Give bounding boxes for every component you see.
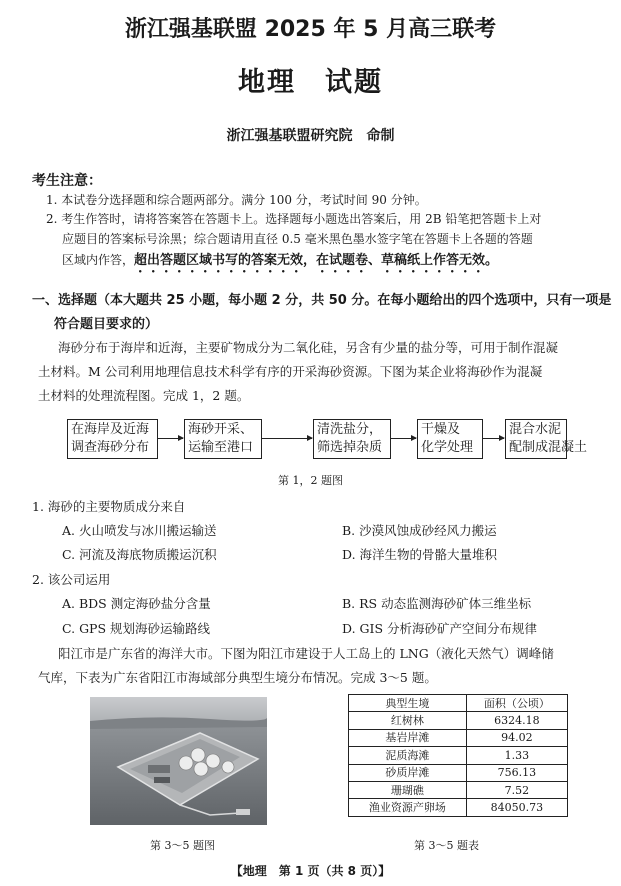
table-row (349, 729, 568, 746)
passage-2-line-2: 气库，下表为广东省阳江市海域部分典型生境分布情况。完成 3～5 题。 (38, 670, 437, 685)
notice-item-2-line-2: 应题目的答案标号涂黑；综合题请用直径 0.5 毫米黑色墨水签字笔在答题卡上各题的答题 (62, 232, 533, 246)
question-2-stem: 2. 该公司运用 (32, 572, 111, 587)
table-row (349, 747, 568, 764)
habitat-name: 基岩岸滩 (349, 729, 467, 746)
habitat-area: 7.52 (466, 781, 567, 798)
flow-arrow-3 (391, 438, 416, 439)
habitat-area: 84050.73 (466, 799, 567, 816)
habitat-table (348, 694, 568, 817)
table-header-area: 面积（公顷） (466, 695, 567, 712)
question-1-option-a: A. 火山喷发与冰川搬运输送 (62, 523, 217, 538)
question-1-stem: 1. 海砂的主要物质成分来自 (32, 499, 186, 514)
notice-item-2-line-3 (62, 249, 498, 276)
question-2-option-d: D. GIS 分析海砂矿产空间分布规律 (342, 621, 537, 636)
notice-emphasis-text: 超出答题区域书写的答案无效，在试题卷、草稿纸上作答无效。 (134, 253, 499, 268)
figure-caption: 第 3～5 题图 (150, 839, 215, 852)
question-1-option-b: B. 沙漠风蚀成砂经风力搬运 (342, 523, 497, 538)
flow-step-4-line-1: 干燥及 (421, 422, 461, 437)
table-caption: 第 3～5 题表 (414, 839, 479, 852)
question-2-option-b: B. RS 动态监测海砂矿体三维坐标 (342, 596, 532, 611)
notice-item-1: 1. 本试卷分选择题和综合题两部分。满分 100 分，考试时间 90 分钟。 (46, 193, 427, 207)
question-1-option-d: D. 海洋生物的骨骼大量堆积 (342, 547, 498, 562)
lng-island-illustration (90, 697, 267, 825)
habitat-name: 红树林 (349, 712, 467, 729)
notice-heading: 考生注意： (32, 173, 102, 189)
flow-step-2-line-1: 海砂开采、 (188, 422, 254, 437)
flow-step-1-line-1: 在海岸及近海 (71, 422, 150, 437)
habitat-name: 泥质海滩 (349, 747, 467, 764)
passage-1-line-2: 土材料。M 公司利用地理信息技术科学有序的开采海砂资源。下图为某企业将海砂作为混凝 (38, 364, 543, 379)
exam-title: 浙江强基联盟 2025 年 5 月高三联考 (124, 17, 497, 42)
page-footer: 【地理 第 1 页（共 8 页）】 (230, 864, 391, 878)
habitat-area: 94.02 (466, 729, 567, 746)
flow-step-4-line-2: 化学处理 (421, 440, 474, 455)
passage-2-line-1: 阳江市是广东省的海洋大市。下图为阳江市建设于人工岛上的 LNG（液化天然气）调峰储 (58, 646, 554, 661)
habitat-name: 渔业资源产卵场 (349, 799, 467, 816)
flow-step-1-line-2: 调查海砂分布 (71, 440, 150, 455)
flow-step-2-line-2: 运输至港口 (188, 440, 254, 455)
flowchart-caption: 第 1，2 题图 (278, 474, 343, 487)
flow-step-3 (313, 419, 391, 459)
habitat-area: 1.33 (466, 747, 567, 764)
flow-arrow-1 (158, 438, 183, 439)
section-1-heading-line-1: 一、选择题（本大题共 25 小题，每小题 2 分，共 50 分。在每小题给出的四个选项中，只有一项是 (32, 293, 612, 308)
lng-island-photo (90, 697, 267, 825)
table-row (349, 799, 568, 816)
table-header-row (349, 695, 568, 712)
flow-step-3-line-1: 清洗盐分， (317, 422, 383, 437)
habitat-name: 珊瑚礁 (349, 781, 467, 798)
question-2-option-a: A. BDS 测定海砂盐分含量 (62, 596, 211, 611)
notice-plain-text: 区域内作答， (62, 253, 135, 267)
flow-arrow-4 (483, 438, 504, 439)
notice-item-2-line-1: 2. 考生作答时，请将答案答在答题卡上。选择题每小题选出答案后，用 2B 铅笔把答题卡上对 (46, 212, 542, 226)
flow-step-2 (184, 419, 262, 459)
flow-step-4 (417, 419, 483, 459)
table-row (349, 764, 568, 781)
habitat-area: 6324.18 (466, 712, 567, 729)
passage-1-line-1: 海砂分布于海岸和近海，主要矿物成分为二氧化硅，另含有少量的盐分等，可用于制作混凝 (58, 340, 559, 355)
author-line: 浙江强基联盟研究院 命制 (226, 128, 395, 144)
habitat-name: 砂质岸滩 (349, 764, 467, 781)
section-1-heading-line-2: 符合题目要求的） (54, 317, 159, 332)
flow-step-1 (67, 419, 158, 459)
table-row (349, 712, 568, 729)
flow-step-5-line-1: 混合水泥 (509, 422, 562, 437)
flow-step-3-line-2: 筛选掉杂质 (317, 440, 383, 455)
habitat-area: 756.13 (466, 764, 567, 781)
flow-step-5 (505, 419, 588, 459)
table-row (349, 781, 568, 798)
flow-step-5-line-2: 配制成混凝土 (509, 440, 588, 455)
passage-1-line-3: 土材料的处理流程图。完成 1，2 题。 (38, 388, 250, 403)
flow-arrow-2 (262, 438, 312, 439)
table-header-habitat: 典型生境 (349, 695, 467, 712)
question-2-option-c: C. GPS 规划海砂运输路线 (62, 621, 210, 636)
question-1-option-c: C. 河流及海底物质搬运沉积 (62, 547, 217, 562)
subject-title: 地理 试题 (238, 67, 383, 98)
